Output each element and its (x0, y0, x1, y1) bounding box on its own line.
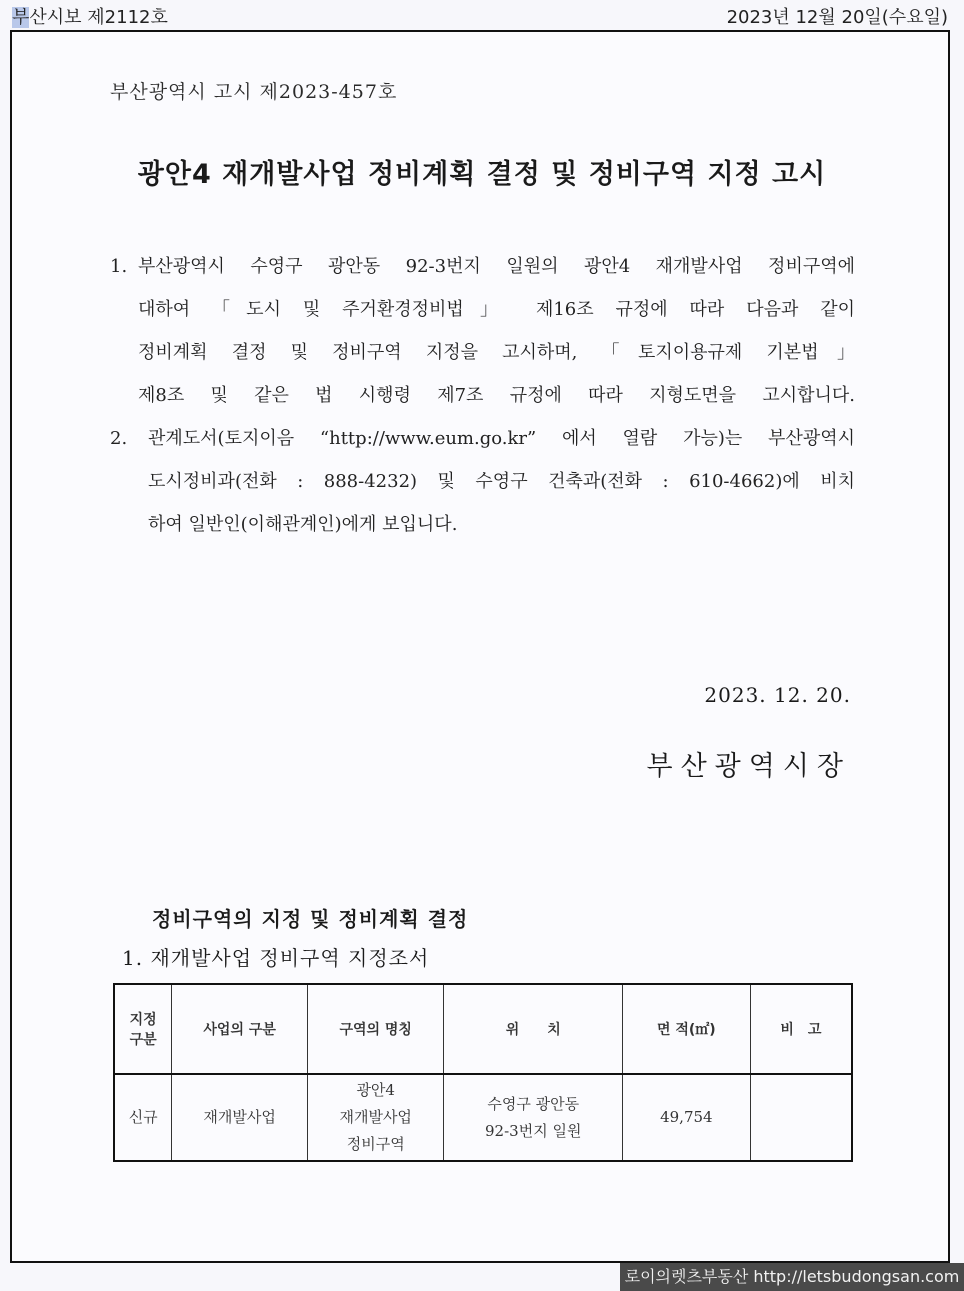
header-zone-name: 구역의 명칭 (307, 984, 444, 1074)
header-type: 지정 구분 (114, 984, 172, 1074)
gazette-date: 2023년 12월 20일(수요일) (726, 7, 948, 28)
text-selection-highlight: 부 (12, 7, 30, 28)
cell-area: 49,754 (622, 1074, 750, 1161)
notice-number: 부산광역시 고시 제2023-457호 (110, 81, 398, 103)
cell-type: 신규 (114, 1074, 172, 1161)
signer-name: 부산광역시장 (646, 751, 851, 782)
watermark-overlay: 로이의렛츠부동산 http://letsbudongsan.com (620, 1263, 964, 1291)
table-header-row (114, 984, 852, 1074)
notice-item-2 (110, 417, 855, 546)
paragraph-line: 정비계획 결정 및 정비구역 지정을 고시하며, 「토지이용규제 기본법」 (138, 342, 855, 363)
paragraph-line: 하여 일반인(이해관계인)에게 보입니다. (148, 514, 458, 535)
notice-date: 2023. 12. 20. (704, 683, 851, 707)
notice-title: 광안4 재개발사업 정비계획 결정 및 정비구역 지정 고시 (137, 159, 827, 190)
item-number: 1. (110, 256, 128, 277)
section-subtitle: 1. 재개발사업 정비구역 지정조서 (122, 946, 430, 970)
cell-zone-name: 광안4 재개발사업 정비구역 (307, 1074, 444, 1161)
section-title: 정비구역의 지정 및 정비계획 결정 (152, 907, 469, 931)
gazette-issue (12, 3, 168, 29)
paragraph-line: 관계도서(토지이음 “http://www.eum.go.kr” 에서 열람 가능)는 부산광역시 (148, 428, 855, 449)
table-row (114, 1074, 852, 1161)
gazette-header-bar (0, 0, 964, 28)
paragraph-line: 제8조 및 같은 법 시행령 제7조 규정에 따라 지형도면을 고시합니다. (138, 385, 855, 406)
gazette-issue-rest: 산시보 제2112호 (29, 7, 168, 28)
paragraph-line: 대하여 「도시 및 주거환경정비법」 제16조 규정에 따라 다음과 같이 (138, 299, 855, 320)
cell-business: 재개발사업 (172, 1074, 308, 1161)
paragraph-line: 도시정비과(전화 : 888-4232) 및 수영구 건축과(전화 : 610-4662)에 비치 (148, 471, 855, 492)
header-remarks: 비 고 (750, 984, 852, 1074)
item-number: 2. (110, 428, 128, 449)
notice-item-1 (110, 245, 855, 417)
cell-location: 수영구 광안동 92-3번지 일원 (444, 1074, 623, 1161)
header-location: 위 치 (444, 984, 623, 1074)
zone-designation-table (113, 983, 853, 1162)
header-business: 사업의 구분 (172, 984, 308, 1074)
cell-remarks (750, 1074, 852, 1161)
header-area: 면 적(㎡) (622, 984, 750, 1074)
paragraph-line: 부산광역시 수영구 광안동 92-3번지 일원의 광안4 재개발사업 정비구역에 (138, 256, 855, 277)
